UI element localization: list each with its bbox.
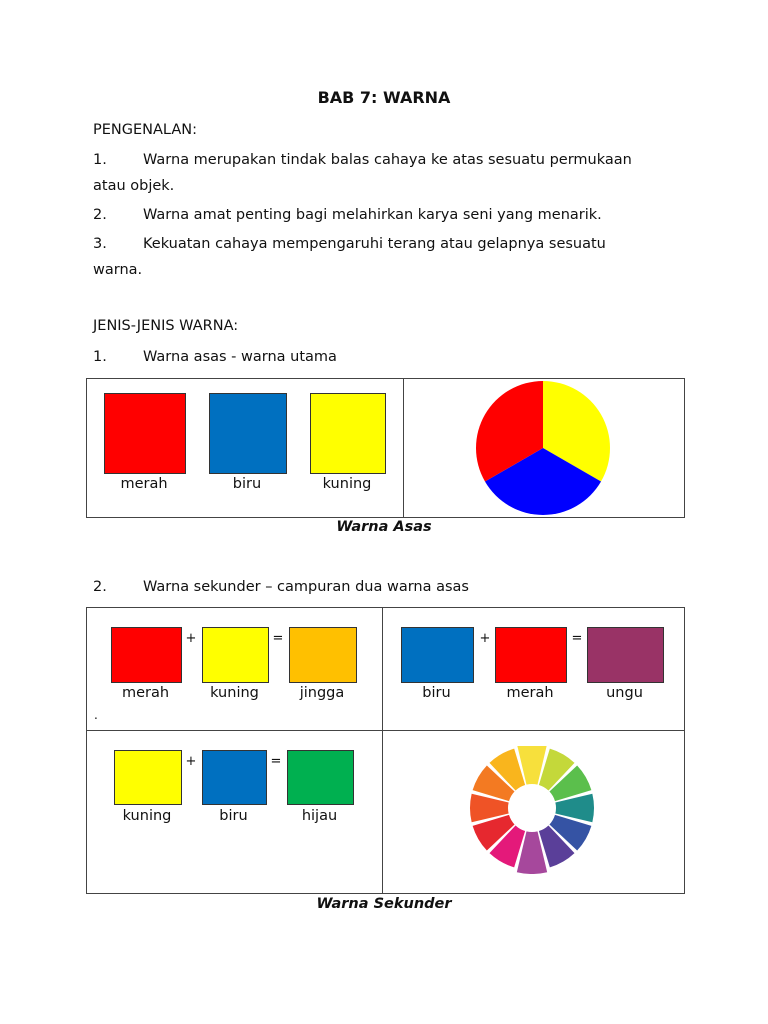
- swatch-yellow: [202, 627, 269, 683]
- page-title: BAB 7: WARNA: [317, 88, 451, 107]
- swatch-label: biru: [232, 476, 262, 492]
- stray-dot: .: [94, 708, 98, 722]
- equals-sign: =: [270, 754, 282, 769]
- secondary-intro: [93, 574, 683, 600]
- swatch-label: kuning: [122, 808, 172, 824]
- plus-sign: +: [185, 754, 197, 769]
- primary-pie-chart: [470, 380, 616, 516]
- swatch-blue: [202, 750, 267, 805]
- intro-item-3: [93, 231, 683, 283]
- swatch-blue: [401, 627, 474, 683]
- plus-sign: +: [185, 631, 197, 646]
- item-text: Warna amat penting bagi melahirkan karya seni yang menarik.: [143, 207, 602, 223]
- swatch-label: kuning: [322, 476, 372, 492]
- table-divider-vertical: [382, 607, 383, 893]
- item-text: Warna merupakan tindak balas cahaya ke atas sesuatu permukaan: [143, 152, 632, 168]
- swatch-yellow: [310, 393, 386, 474]
- swatch-label: hijau: [301, 808, 338, 824]
- primary-intro: [93, 344, 683, 370]
- item-text: Warna sekunder – campuran dua warna asas: [143, 579, 469, 595]
- swatch-label: merah: [120, 476, 168, 492]
- swatch-yellow: [114, 750, 182, 805]
- swatch-label: merah: [506, 685, 554, 701]
- swatch-label: biru: [219, 808, 248, 824]
- item-number: 2.: [93, 579, 107, 595]
- swatch-label: jingga: [299, 685, 345, 701]
- item-number: 3.: [93, 236, 107, 252]
- equals-sign: =: [571, 631, 583, 646]
- swatch-purple: [587, 627, 664, 683]
- types-heading: JENIS-JENIS WARNA:: [93, 318, 239, 334]
- primary-caption: Warna Asas: [336, 519, 432, 535]
- item-text: Kekuatan cahaya mempengaruhi terang atau gelapnya sesuatu: [143, 236, 606, 252]
- swatch-label: merah: [121, 685, 170, 701]
- swatch-red: [495, 627, 567, 683]
- item-text-continued: atau objek.: [93, 178, 175, 194]
- item-number: 2.: [93, 207, 107, 223]
- table-divider: [403, 378, 404, 517]
- equals-sign: =: [272, 631, 284, 646]
- table-divider-horizontal: [86, 730, 684, 731]
- color-wheel: [466, 746, 598, 874]
- swatch-blue: [209, 393, 287, 474]
- swatch-label: ungu: [606, 685, 643, 701]
- swatch-label: biru: [422, 685, 451, 701]
- swatch-label: kuning: [210, 685, 259, 701]
- plus-sign: +: [479, 631, 491, 646]
- intro-item-1: [93, 147, 683, 199]
- swatch-red: [104, 393, 186, 474]
- item-text-continued: warna.: [93, 262, 143, 278]
- swatch-green: [287, 750, 354, 805]
- item-number: 1.: [93, 349, 107, 365]
- item-number: 1.: [93, 152, 107, 168]
- intro-item-2: [93, 202, 683, 228]
- secondary-caption: Warna Sekunder: [316, 896, 452, 912]
- swatch-orange: [289, 627, 357, 683]
- intro-heading: PENGENALAN:: [93, 122, 197, 138]
- item-text: Warna asas - warna utama: [143, 349, 337, 365]
- swatch-red: [111, 627, 182, 683]
